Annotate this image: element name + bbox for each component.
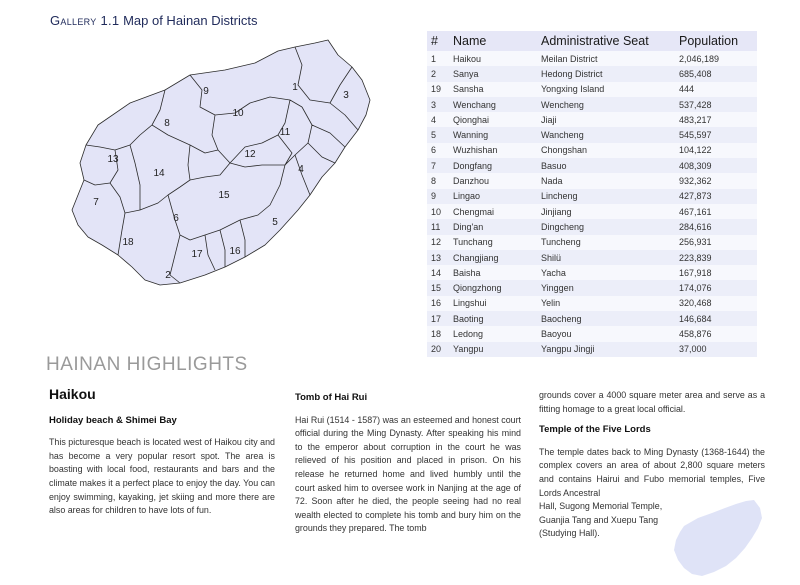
district-label-14: 14 xyxy=(153,168,165,179)
table-row xyxy=(427,189,757,204)
cell-seat: Yelin xyxy=(537,296,675,311)
hainan-silhouette xyxy=(670,498,765,583)
cell-name: Lingao xyxy=(449,189,537,204)
cell-population: 104,122 xyxy=(675,143,757,158)
cell-number: 19 xyxy=(427,82,449,97)
table-row xyxy=(427,235,757,250)
cell-seat: Meilan District xyxy=(537,51,675,66)
cell-seat: Yongxing Island xyxy=(537,82,675,97)
cell-population: 467,161 xyxy=(675,204,757,219)
cell-name: Baoting xyxy=(449,311,537,326)
col-header-number: # xyxy=(427,31,449,51)
col-header-population: Population xyxy=(675,31,757,51)
district-label-12: 12 xyxy=(244,149,256,160)
cell-seat: Nada xyxy=(537,173,675,188)
district-label-8: 8 xyxy=(164,118,170,129)
district-label-6: 6 xyxy=(173,213,179,224)
cell-number: 5 xyxy=(427,127,449,142)
cell-number: 15 xyxy=(427,280,449,295)
cell-seat: Dingcheng xyxy=(537,219,675,234)
district-label-13: 13 xyxy=(107,154,119,165)
cell-number: 6 xyxy=(427,143,449,158)
district-label-15: 15 xyxy=(218,190,230,201)
tomb-text-continued: grounds cover a 4000 square meter area and serve as a fitting homage to a great local official. xyxy=(539,390,765,414)
table-row xyxy=(427,326,757,341)
cell-seat: Baocheng xyxy=(537,311,675,326)
cell-number: 8 xyxy=(427,173,449,188)
city-heading: Haikou xyxy=(49,386,96,402)
cell-number: 9 xyxy=(427,189,449,204)
district-label-4: 4 xyxy=(298,164,304,175)
cell-population: 545,597 xyxy=(675,127,757,142)
cell-seat: Wencheng xyxy=(537,97,675,112)
cell-population: 685,408 xyxy=(675,66,757,81)
cell-population: 174,076 xyxy=(675,280,757,295)
table-row xyxy=(427,219,757,234)
table-row xyxy=(427,82,757,97)
cell-name: Tunchang xyxy=(449,235,537,250)
cell-population: 537,428 xyxy=(675,97,757,112)
cell-number: 12 xyxy=(427,235,449,250)
beach-heading: Holiday beach & Shimei Bay xyxy=(49,414,177,426)
cell-population: 408,309 xyxy=(675,158,757,173)
gallery-title: Map of Hainan Districts xyxy=(123,13,258,28)
cell-number: 14 xyxy=(427,265,449,280)
district-label-10: 10 xyxy=(232,108,244,119)
cell-population: 444 xyxy=(675,82,757,97)
cell-seat: Yangpu Jingji xyxy=(537,342,675,357)
cell-seat: Lincheng xyxy=(537,189,675,204)
table-row xyxy=(427,204,757,219)
cell-seat: Baoyou xyxy=(537,326,675,341)
table-row xyxy=(427,250,757,265)
cell-seat: Yinggen xyxy=(537,280,675,295)
table-row xyxy=(427,112,757,127)
cell-name: Ding'an xyxy=(449,219,537,234)
table-row xyxy=(427,173,757,188)
cell-name: Wenchang xyxy=(449,97,537,112)
district-label-3: 3 xyxy=(343,90,349,101)
cell-number: 17 xyxy=(427,311,449,326)
cell-population: 458,876 xyxy=(675,326,757,341)
district-label-11: 11 xyxy=(279,127,291,138)
column-2 xyxy=(295,391,521,536)
cell-number: 20 xyxy=(427,342,449,357)
cell-population: 320,468 xyxy=(675,296,757,311)
district-label-17: 17 xyxy=(191,249,203,260)
district-label-16: 16 xyxy=(229,246,241,257)
cell-name: Haikou xyxy=(449,51,537,66)
col-header-name: Name xyxy=(449,31,537,51)
cell-seat: Jinjiang xyxy=(537,204,675,219)
cell-seat: Hedong District xyxy=(537,66,675,81)
cell-seat: Wancheng xyxy=(537,127,675,142)
cell-name: Wanning xyxy=(449,127,537,142)
table-row xyxy=(427,158,757,173)
district-label-5: 5 xyxy=(272,217,278,228)
table-row xyxy=(427,51,757,66)
cell-seat: Yacha xyxy=(537,265,675,280)
cell-seat: Chongshan xyxy=(537,143,675,158)
cell-number: 18 xyxy=(427,326,449,341)
cell-number: 16 xyxy=(427,296,449,311)
cell-population: 146,684 xyxy=(675,311,757,326)
cell-name: Qiongzhong xyxy=(449,280,537,295)
cell-name: Qionghai xyxy=(449,112,537,127)
tomb-heading: Tomb of Hai Rui xyxy=(295,392,368,403)
cell-seat: Tuncheng xyxy=(537,235,675,250)
cell-number: 13 xyxy=(427,250,449,265)
cell-number: 10 xyxy=(427,204,449,219)
temple-heading: Temple of the Five Lords xyxy=(539,424,651,436)
temple-text-2: Hall, Sugong Memorial Temple, Guanjia Tang and Xuepu Tang (Studying Hall). xyxy=(539,501,663,539)
cell-name: Ledong xyxy=(449,326,537,341)
cell-population: 427,873 xyxy=(675,189,757,204)
cell-name: Baisha xyxy=(449,265,537,280)
table-row xyxy=(427,143,757,158)
cell-name: Danzhou xyxy=(449,173,537,188)
cell-number: 3 xyxy=(427,97,449,112)
cell-population: 932,362 xyxy=(675,173,757,188)
cell-name: Changjiang xyxy=(449,250,537,265)
districts-table xyxy=(427,31,757,357)
cell-population: 2,046,189 xyxy=(675,51,757,66)
cell-number: 1 xyxy=(427,51,449,66)
cell-population: 223,839 xyxy=(675,250,757,265)
table-row xyxy=(427,280,757,295)
cell-population: 256,931 xyxy=(675,235,757,250)
column-1 xyxy=(49,388,275,518)
cell-name: Dongfang xyxy=(449,158,537,173)
district-label-1: 1 xyxy=(292,82,298,93)
table-row xyxy=(427,296,757,311)
cell-number: 11 xyxy=(427,219,449,234)
tomb-text: Hai Rui (1514 - 1587) was an esteemed and honest court official during the Ming Dynasty. After speaking his mind to the emperor about corruption in the court he was relieved of his position and placed in prison. On his release he returned home and lived humbly until the court asked him to oversee work in Nanjing at the age of 72. Soon after he died, the people seeing had no real wealth elected to complete his tomb and bury him on the grounds they prepared. The tomb xyxy=(295,414,521,534)
table-row xyxy=(427,127,757,142)
section-heading: HAINAN HIGHLIGHTS xyxy=(46,354,248,375)
cell-population: 167,918 xyxy=(675,265,757,280)
cell-population: 284,616 xyxy=(675,219,757,234)
cell-name: Chengmai xyxy=(449,204,537,219)
beach-text: This picturesque beach is located west of Haikou city and has become a very popular resort spot. The area is boasting with local food, restaurants and bars and the climate makes it a perfect place to enjoy the day. You can enjoy swimming, kayaking, jet skiing and more there are also areas for children to have lots of fun. xyxy=(49,437,275,516)
temple-text-1: The temple dates back to Ming Dynasty (1368-1644) the complex covers an area of about 2,800 square meters and contains Hairui and Fubo memorial temples, Five Lords Ancestral xyxy=(539,446,765,498)
cell-name: Yangpu xyxy=(449,342,537,357)
table-row xyxy=(427,97,757,112)
table-row xyxy=(427,311,757,326)
table-row xyxy=(427,66,757,81)
cell-name: Sanya xyxy=(449,66,537,81)
district-label-18: 18 xyxy=(122,237,134,248)
cell-number: 2 xyxy=(427,66,449,81)
gallery-label: Gallery 1.1 xyxy=(50,13,120,28)
district-label-7: 7 xyxy=(93,197,99,208)
cell-seat: Shilü xyxy=(537,250,675,265)
gallery-caption xyxy=(50,13,257,28)
table-row xyxy=(427,265,757,280)
hainan-district-map xyxy=(40,35,400,305)
cell-name: Sansha xyxy=(449,82,537,97)
cell-population: 483,217 xyxy=(675,112,757,127)
district-label-2: 2 xyxy=(165,270,171,281)
table-row xyxy=(427,342,757,357)
cell-name: Lingshui xyxy=(449,296,537,311)
cell-number: 7 xyxy=(427,158,449,173)
cell-seat: Basuo xyxy=(537,158,675,173)
district-label-9: 9 xyxy=(203,86,209,97)
col-header-seat: Administrative Seat xyxy=(537,31,675,51)
cell-seat: Jiaji xyxy=(537,112,675,127)
table-header-row xyxy=(427,31,757,51)
cell-population: 37,000 xyxy=(675,342,757,357)
cell-name: Wuzhishan xyxy=(449,143,537,158)
cell-number: 4 xyxy=(427,112,449,127)
